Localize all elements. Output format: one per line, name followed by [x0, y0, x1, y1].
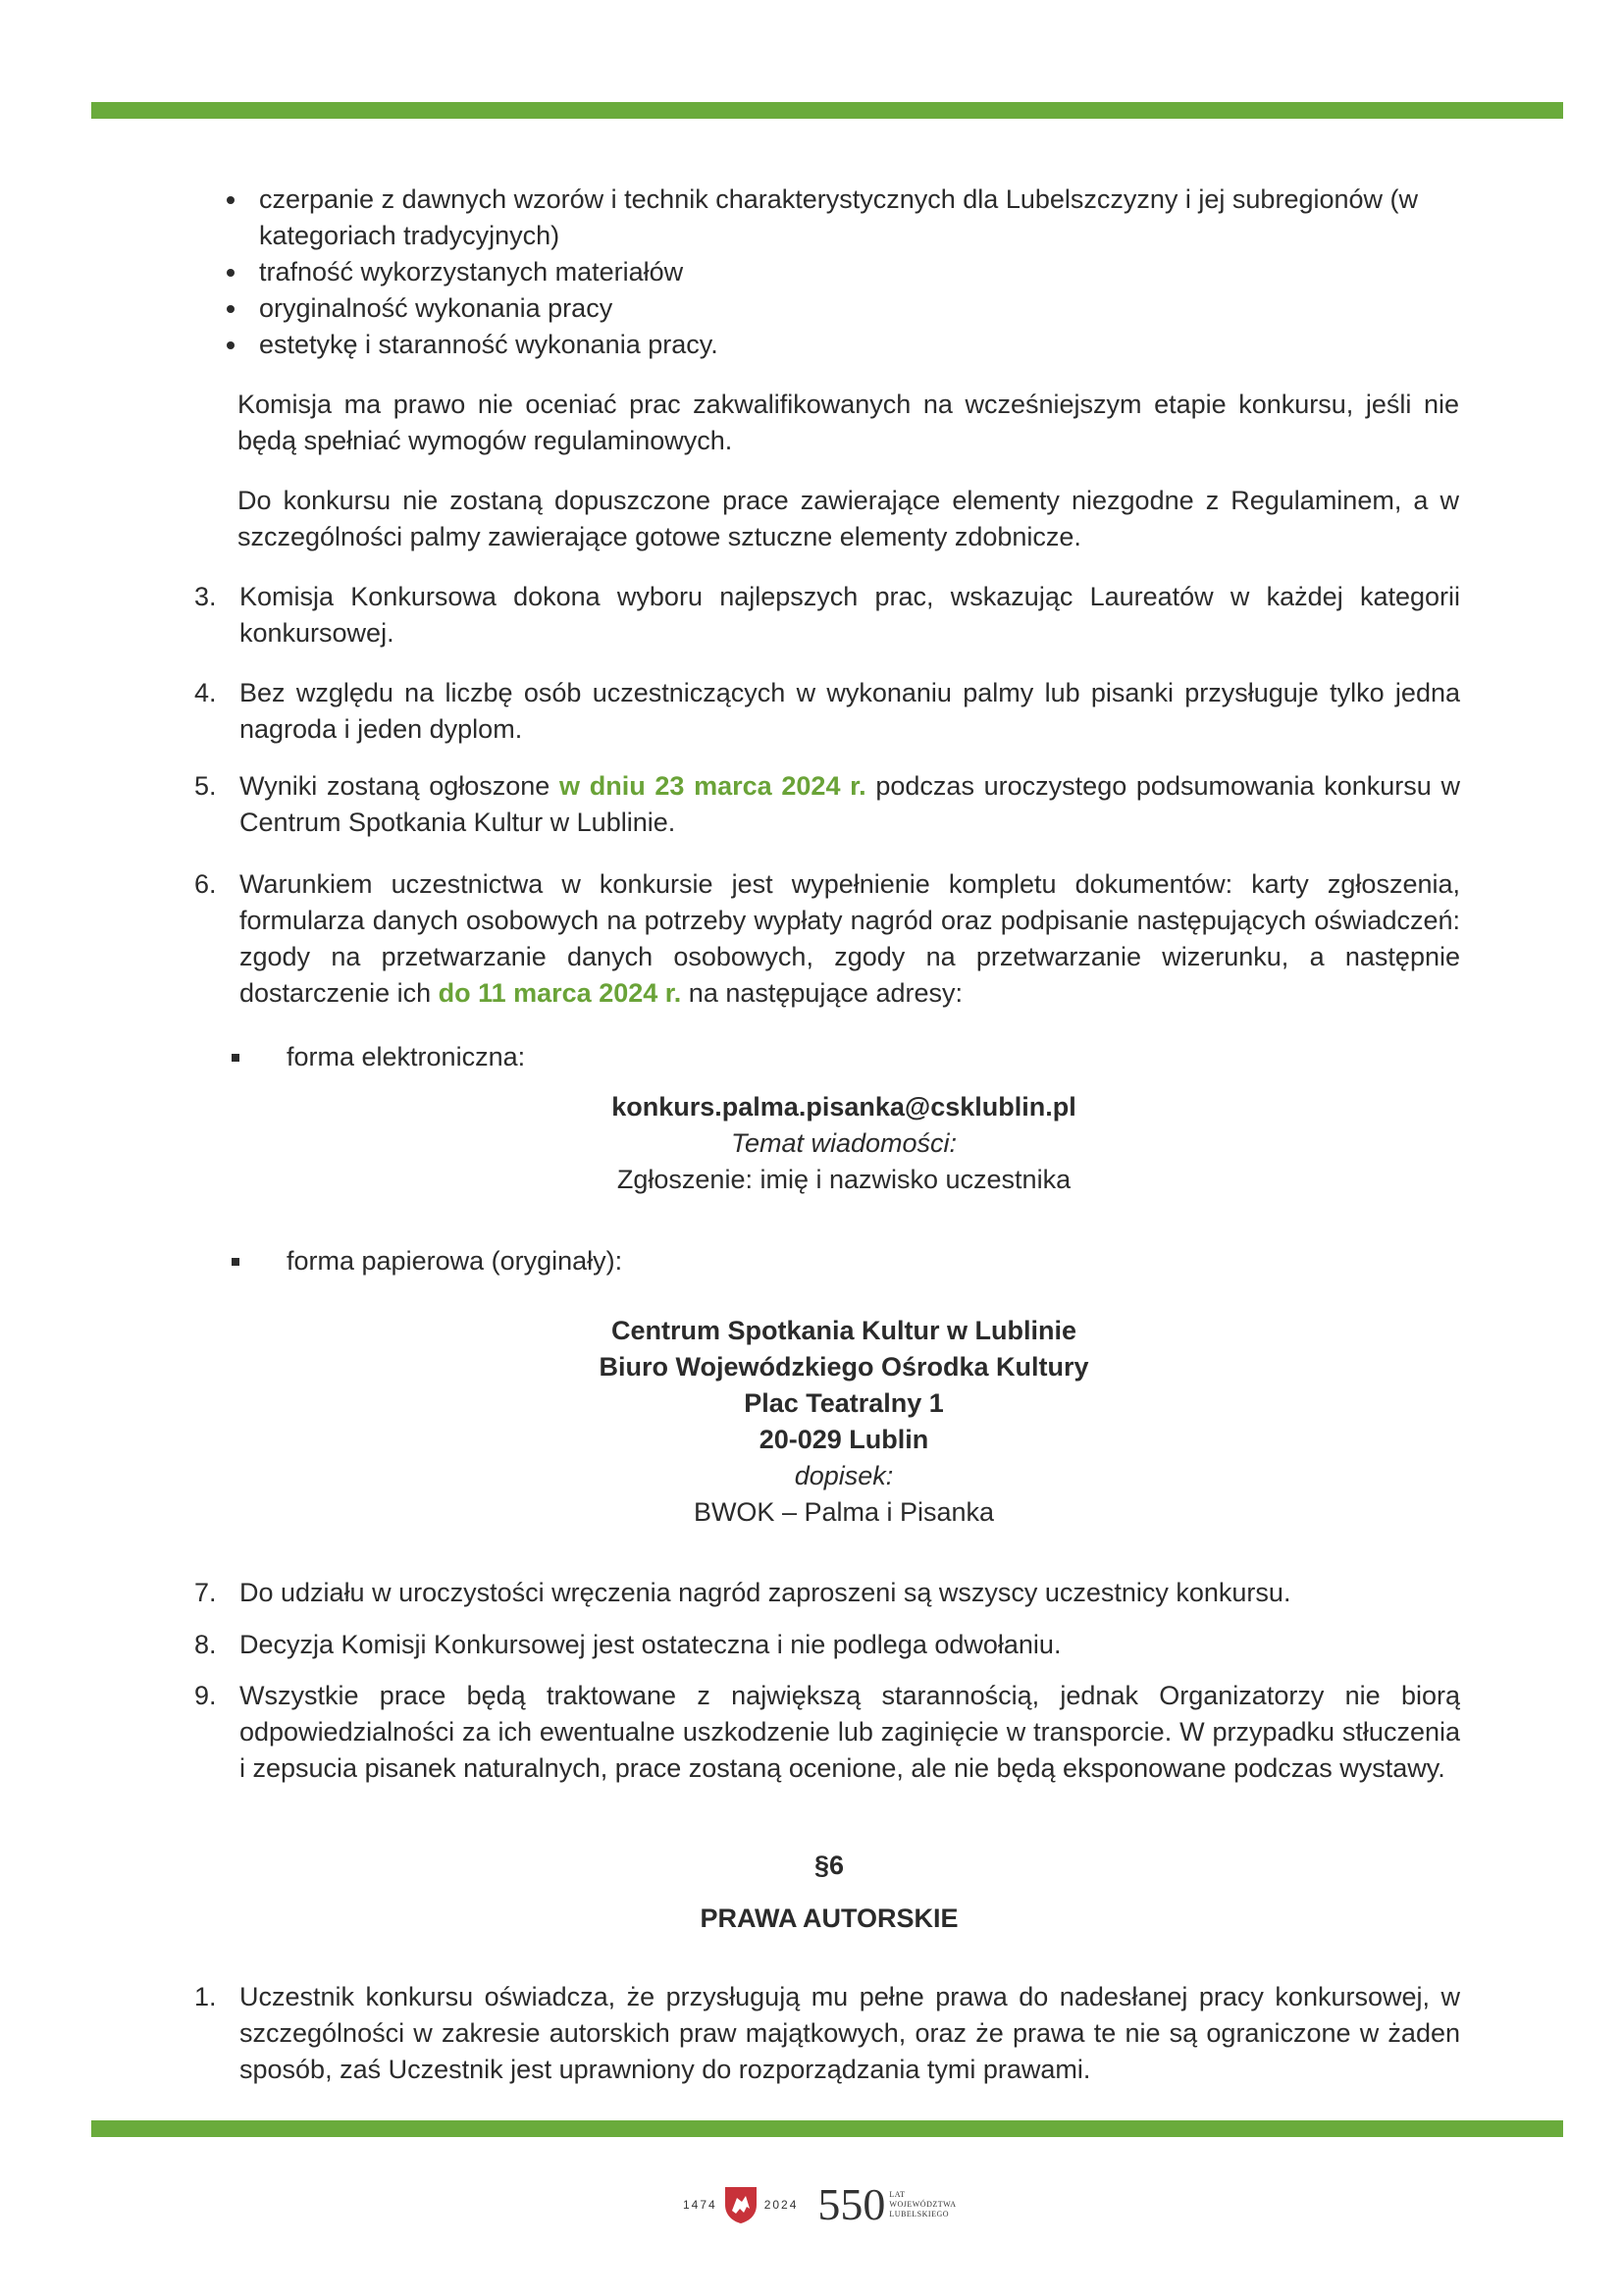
- paper-form-label: forma papierowa (oryginały):: [287, 1246, 623, 1276]
- item-number: 4.: [194, 678, 217, 707]
- anniversary-caption: [889, 2190, 956, 2219]
- section-title: PRAWA AUTORSKIE: [700, 1904, 959, 1933]
- electronic-form-item: [228, 1039, 525, 1075]
- bottom-green-bar: [91, 2120, 1563, 2137]
- numbered-item-3: [194, 579, 1460, 652]
- list-item: trafność wykorzystanych materiałów: [224, 254, 1465, 290]
- top-green-bar: [91, 102, 1563, 119]
- numbered-item-6: [194, 866, 1460, 1012]
- contest-email[interactable]: konkurs.palma.pisanka@csklublin.pl: [611, 1092, 1076, 1122]
- numbered-item-9: [194, 1678, 1460, 1787]
- criteria-list: [224, 182, 1465, 363]
- numbered-item-5: [194, 768, 1460, 841]
- electronic-address-block: [393, 1089, 1295, 1198]
- item-text: [239, 866, 1460, 1012]
- deadline-highlight: do 11 marca 2024 r.: [438, 978, 682, 1008]
- year-start: 1474: [683, 2198, 717, 2212]
- text-segment: na następujące adresy:: [681, 978, 963, 1008]
- paragraph-exclusions: Do konkursu nie zostaną dopuszczone prace zawierające elementy niezgodne z Regulaminem, a w szczególności palmy zawierające gotowe sztuczne elementy zdobnicze.: [237, 486, 1459, 551]
- numbered-item-7: [194, 1575, 1460, 1611]
- item-text: Uczestnik konkursu oświadcza, że przysługują mu pełne prawa do nadesłanej pracy konkursowej, w szczególności w zakresie autorskich praw majątkowych, oraz że prawa te nie są ograniczone w żaden sposób, zaś Uczestnik jest uprawniony do rozporządzania tymi prawami.: [239, 1982, 1460, 2084]
- section-number: §6: [813, 1851, 845, 1880]
- subject-label: Temat wiadomości:: [730, 1128, 958, 1158]
- anniversary-logo: [683, 2180, 957, 2229]
- year-end: 2024: [763, 2198, 799, 2212]
- paper-form-item: [228, 1243, 622, 1279]
- address-line: Centrum Spotkania Kultur w Lublinie: [610, 1316, 1077, 1345]
- address-line: Biuro Wojewódzkiego Ośrodka Kultury: [599, 1352, 1089, 1382]
- note-text: BWOK – Palma i Pisanka: [693, 1497, 995, 1527]
- electronic-form-label: forma elektroniczna:: [287, 1042, 526, 1071]
- paragraph-commission-rights: Komisja ma prawo nie oceniać prac zakwalifikowanych na wcześniejszym etapie konkursu, jeśli nie będą spełniać wymogów regulaminowych.: [237, 390, 1459, 455]
- square-bullet-icon: [232, 1258, 239, 1266]
- caption-line: WOJEWÓDZTWA: [889, 2200, 957, 2209]
- coat-of-arms-icon: [723, 2185, 759, 2224]
- item-number: 6.: [194, 869, 217, 899]
- caption-line: LAT: [889, 2190, 906, 2199]
- item-number: 5.: [194, 771, 217, 801]
- results-date-highlight: w dniu 23 marca 2024 r.: [559, 771, 866, 801]
- copyright-item-1: [194, 1979, 1460, 2088]
- item-text: Komisja Konkursowa dokona wyboru najlepszych prac, wskazując Laureatów w każdej kategorii konkursowej.: [239, 582, 1460, 648]
- item-number: 3.: [194, 582, 217, 611]
- item-text: [239, 768, 1460, 841]
- item-number: 1.: [194, 1982, 217, 2011]
- note-label: dopisek:: [794, 1461, 894, 1490]
- item-text: Bez względu na liczbę osób uczestniczących w wykonaniu palmy lub pisanki przysługuje tylko jedna nagroda i jeden dyplom.: [239, 678, 1460, 744]
- address-line: 20-029 Lublin: [759, 1425, 929, 1454]
- list-item: estetykę i staranność wykonania pracy.: [224, 327, 1465, 363]
- numbered-item-8: [194, 1627, 1460, 1663]
- list-item: czerpanie z dawnych wzorów i technik charakterystycznych dla Lubelszczyzny i jej subregionów (w kategoriach tradycyjnych): [224, 182, 1465, 254]
- text-segment: Wyniki zostaną ogłoszone: [239, 771, 560, 801]
- item-number: 7.: [194, 1578, 217, 1607]
- subject-text: Zgłoszenie: imię i nazwisko uczestnika: [616, 1165, 1072, 1194]
- text-segment: podczas uroczystego podsumowania konkursu w Centrum Spotkania Kultur w Lublinie.: [239, 771, 1460, 837]
- caption-line: LUBELSKIEGO: [889, 2210, 950, 2218]
- address-line: Plac Teatralny 1: [744, 1388, 944, 1418]
- numbered-item-4: [194, 675, 1460, 748]
- item-text: Decyzja Komisji Konkursowej jest ostateczna i nie podlega odwołaniu.: [239, 1630, 1062, 1659]
- anniversary-number: 550: [817, 2179, 886, 2229]
- item-number: 9.: [194, 1681, 217, 1710]
- square-bullet-icon: [232, 1054, 239, 1062]
- list-item: oryginalność wykonania pracy: [224, 290, 1465, 327]
- item-text: Wszystkie prace będą traktowane z największą starannością, jednak Organizatorzy nie biorą odpowiedzialności za ich ewentualne uszkodzenie lub zaginięcie w transporcie. W przypadku stłuczenia i zepsucia pisanek naturalnych, prace zostaną ocenione, ale nie będą eksponowane podczas wystawy.: [239, 1681, 1460, 1783]
- postal-address-block: [393, 1313, 1295, 1531]
- item-text: Do udziału w uroczystości wręczenia nagród zaproszeni są wszyscy uczestnicy konkursu.: [239, 1578, 1291, 1607]
- text-segment: Warunkiem uczestnictwa w konkursie jest wypełnienie kompletu dokumentów: karty zgłoszenia, formularza danych osobowych na potrzeby wypłaty nagród oraz podpisanie następujących oświadczeń: zgody na przetwarzanie danych osobowych, zgody na przetwarzanie wizerunku, a następnie dostarczenie ich: [239, 869, 1460, 1008]
- item-number: 8.: [194, 1630, 217, 1659]
